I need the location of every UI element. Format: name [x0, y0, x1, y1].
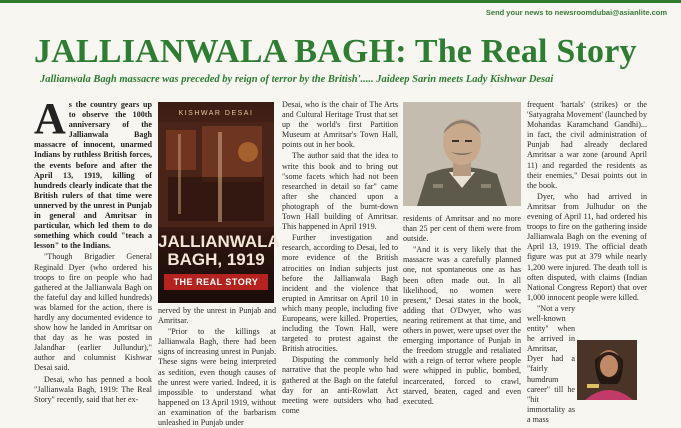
article-headline: JALLIANWALA BAGH: The Real Story [34, 33, 637, 70]
drop-cap: A [34, 94, 66, 143]
body-paragraph: Dyer, who had arrived in Amritsar from Julhudur on the evening of April 11, had ordered his troops to fire on the gathering inside Jallianwala Bagh on the evening of April 13, 1919. The official death figure was put at 379 while nearly 1,200 were injured. The death toll is often disputed, with claims (Indian National Congress Report) that over 1,000 innocent people were killed. [527, 191, 647, 302]
body-paragraph: "Not a very well-known entity" when he arrived in Amritsar, Dyer had a "fairly humdrum career" till he "hit immortality as a mass [527, 303, 575, 424]
book-title-line1: JALLIANWALA [158, 232, 280, 251]
book-author: KISHWAR DESAI [178, 110, 254, 117]
body-paragraph: Desai, who has penned a book "Jallianwala Bagh, 1919: The Real Story" recently, said that her ex- [34, 374, 152, 404]
book-cover-artwork [158, 102, 280, 303]
body-paragraph: "Though Brigadier General Reginald Dyer (who ordered his troops to fire on people who had gathered at the Jallianwala Bagh on the fateful day and killed hundreds) was blamed for the action, there is hardly any documented evidence to show how he landed in Amritsar on that day as he was posted in Jalandhar (earlier Jullundur)," author and columnist Kishwar Desai said. [34, 252, 152, 373]
column-4 [403, 214, 521, 406]
body-paragraph: Desai, who is the chair of The Arts and Cultural Heritage Trust that set up the world's first Partition Museum at Amritsar's Town Hall, points out in her book. [282, 100, 398, 150]
body-paragraph: "Prior to the killings at Jallianwala Bagh, there had been signs of increasing unrest in Punjab. These signs were being interpreted as sedition, even though causes of the unrest were varied. Indeed, it is impossible to understand what happened on 13 April 1919, without an examination of the barbarism unleashed in Punjab under [158, 327, 276, 428]
body-paragraph: Disputing the commonly held narrative that the people who had gathered at the Bagh on the fateful day for an anti-Rowlatt Act meeting were outsiders who had come [282, 355, 398, 415]
column-2 [158, 306, 276, 428]
body-paragraph: "And it is very likely that the massacre was a carefully planned one, not spontaneous one as has been often made out. In all likelihood, no women were present," Desai states in the book, adding that O'Dwyer, who was nearing retirement at that time, and others in power, were upset over the emerging importance of Punjab in the freedom struggle and retaliated with a reign of terror where people were whipped in public, bombed, incarcerated, forced to crawl, starved, beaten, caged and even executed. [403, 245, 521, 406]
book-title-line2: BAGH, 1919 [167, 250, 265, 269]
portrait-photo [403, 102, 521, 206]
body-paragraph: nerved by the unrest in Punjab and Amritsar. [158, 306, 276, 326]
top-rule [0, 0, 681, 3]
book-subtitle-band: THE REAL STORY [164, 274, 268, 290]
lead-paragraph: s the country gears up to observe the 100th anniversary of the Jallianwala Bagh massacre of innocent, unarmed Indians by ruthless British forces, the events before and after the April 13, 1919, killing of hundreds clearly indicate that the British rulers of that time were unnerved by the unrest in Punjab in general and Amritsar in particular, which led them to do something which could "teach a lesson" to the Indians. [34, 100, 152, 251]
portrait-illustration [403, 102, 521, 206]
body-paragraph: frequent 'hartals' (strikes) or the 'Satyagraha Movement' (launched by Mohandas Karamchand Gandhi)... in fact, the civil administration of Punjab had already declared Amritsar a war zone (around April 11) and regarded the residents as their enemies," Desai points out in the book. [527, 100, 648, 190]
body-paragraph: The author said that the idea to write this book and to bring out "some facets which had not been researched in detail so far" came after she chanced upon a photograph of the burnt-down Town Hall building of Amritsar. This happened in April 1919. [282, 151, 398, 232]
book-cover-image [158, 102, 280, 303]
column-1 [34, 94, 152, 404]
author-photo-illustration [577, 340, 637, 400]
body-paragraph: residents of Amritsar and no more than 25 per cent of them were from outside. [403, 214, 521, 244]
column-3 [282, 100, 398, 415]
news-submission-note: Send your news to newsroomdubai@asianlite.com [485, 8, 667, 17]
author-photo [577, 340, 637, 400]
body-paragraph: Further investigation and research, according to Desai, led to more evidence of the British atrocities on Indian subjects just before the Jallianwala Bagh incident and the violence that erupted in Amritsar on April 10 in which many people, including five Europeans, were killed. Properties, including the Town Hall, were targeted to protest against the British atrocities. [282, 233, 398, 354]
article-subheadline: Jallianwala Bagh massacre was preceded by reign of terror by the British'..... Jaideep Sarin meets Lady Kishwar Desai [40, 74, 554, 85]
